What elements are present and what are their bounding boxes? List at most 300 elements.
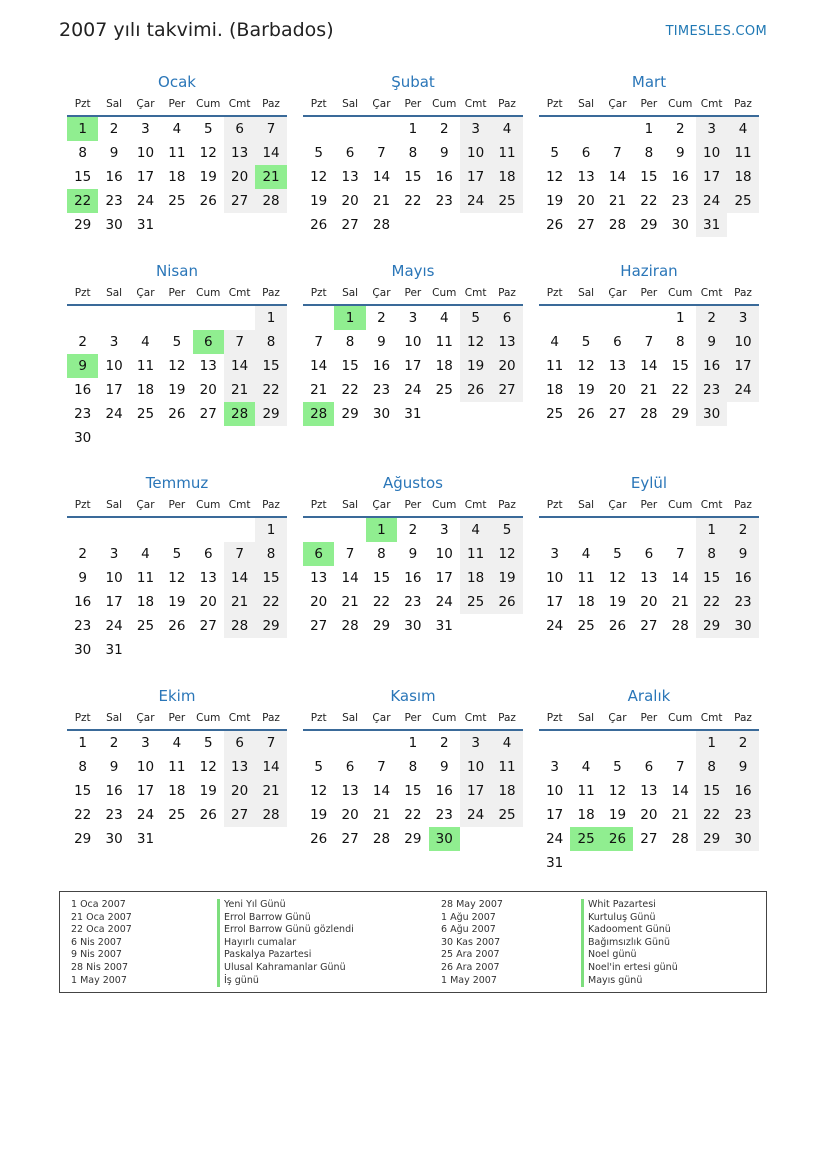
day-cell[interactable]: 28 [341,618,359,634]
day-cell[interactable]: 23 [74,406,92,422]
day-cell[interactable]: 30 [727,614,758,638]
day-cell[interactable]: 22 [74,807,92,823]
site-link[interactable]: TIMESLES.COM [665,24,767,39]
day-cell[interactable]: 14 [224,354,255,378]
holiday-day-cell[interactable]: 1 [366,518,397,542]
day-cell[interactable]: 8 [675,334,685,350]
day-cell[interactable]: 28 [372,831,391,847]
day-cell[interactable]: 29 [255,614,286,638]
day-cell[interactable]: 31 [435,618,453,634]
day-cell[interactable]: 27 [608,406,627,422]
day-cell[interactable]: 8 [696,542,727,566]
day-cell[interactable]: 18 [136,382,155,398]
day-cell[interactable]: 11 [577,570,595,586]
day-cell[interactable]: 17 [105,382,123,398]
day-cell[interactable]: 13 [640,783,658,799]
day-cell[interactable]: 10 [435,546,453,562]
day-cell[interactable]: 18 [577,594,595,610]
day-cell[interactable]: 8 [408,145,418,161]
holiday-day-cell[interactable]: 6 [193,330,224,354]
day-cell[interactable]: 19 [577,382,595,398]
day-cell[interactable]: 20 [224,165,255,189]
day-cell[interactable]: 15 [74,169,92,185]
day-cell[interactable]: 27 [341,831,359,847]
day-cell[interactable]: 11 [435,334,453,350]
day-cell[interactable]: 3 [141,735,150,751]
day-cell[interactable]: 22 [696,803,727,827]
day-cell[interactable]: 28 [255,803,286,827]
holiday-day-cell[interactable]: 22 [67,189,98,213]
day-cell[interactable]: 15 [696,566,727,590]
day-cell[interactable]: 10 [696,141,727,165]
day-cell[interactable]: 15 [696,779,727,803]
day-cell[interactable]: 23 [671,193,689,209]
day-cell[interactable]: 11 [168,145,186,161]
day-cell[interactable]: 28 [608,217,627,233]
day-cell[interactable]: 18 [577,807,595,823]
day-cell[interactable]: 6 [203,546,213,562]
day-cell[interactable]: 13 [341,783,359,799]
day-cell[interactable]: 2 [109,735,119,751]
day-cell[interactable]: 19 [608,594,627,610]
day-cell[interactable]: 13 [491,330,522,354]
day-cell[interactable]: 15 [671,358,689,374]
day-cell[interactable]: 16 [671,169,689,185]
day-cell[interactable]: 8 [255,542,286,566]
day-cell[interactable]: 19 [199,169,217,185]
day-cell[interactable]: 20 [608,382,627,398]
day-cell[interactable]: 19 [460,354,491,378]
day-cell[interactable]: 15 [255,566,286,590]
day-cell[interactable]: 11 [577,783,595,799]
day-cell[interactable]: 26 [199,193,217,209]
day-cell[interactable]: 3 [109,334,119,350]
holiday-day-cell[interactable]: 28 [303,402,334,426]
day-cell[interactable]: 20 [199,382,217,398]
day-cell[interactable]: 19 [168,594,186,610]
day-cell[interactable]: 5 [613,759,622,775]
day-cell[interactable]: 22 [255,378,286,402]
day-cell[interactable]: 29 [671,406,689,422]
day-cell[interactable]: 28 [255,189,286,213]
day-cell[interactable]: 27 [491,378,522,402]
day-cell[interactable]: 13 [224,755,255,779]
day-cell[interactable]: 30 [727,827,758,851]
day-cell[interactable]: 6 [224,731,255,755]
day-cell[interactable]: 6 [581,145,591,161]
day-cell[interactable]: 13 [199,358,217,374]
day-cell[interactable]: 12 [491,542,522,566]
day-cell[interactable]: 26 [310,217,328,233]
day-cell[interactable]: 18 [460,566,491,590]
day-cell[interactable]: 28 [372,217,391,233]
day-cell[interactable]: 8 [696,755,727,779]
day-cell[interactable]: 4 [581,759,591,775]
day-cell[interactable]: 26 [168,618,186,634]
day-cell[interactable]: 25 [491,803,522,827]
day-cell[interactable]: 26 [546,217,564,233]
day-cell[interactable]: 30 [372,406,391,422]
day-cell[interactable]: 1 [644,121,654,137]
day-cell[interactable]: 21 [608,193,627,209]
day-cell[interactable]: 13 [640,570,658,586]
day-cell[interactable]: 6 [644,759,654,775]
day-cell[interactable]: 27 [199,618,217,634]
day-cell[interactable]: 30 [74,642,92,658]
day-cell[interactable]: 7 [613,145,622,161]
day-cell[interactable]: 2 [377,310,386,326]
day-cell[interactable]: 9 [439,145,449,161]
day-cell[interactable]: 28 [224,614,255,638]
day-cell[interactable]: 4 [491,731,522,755]
day-cell[interactable]: 22 [341,382,359,398]
day-cell[interactable]: 16 [404,570,422,586]
day-cell[interactable]: 7 [675,546,685,562]
day-cell[interactable]: 25 [546,406,564,422]
day-cell[interactable]: 1 [408,121,418,137]
day-cell[interactable]: 5 [491,518,522,542]
day-cell[interactable]: 17 [546,807,564,823]
day-cell[interactable]: 28 [671,831,689,847]
day-cell[interactable]: 27 [640,618,658,634]
day-cell[interactable]: 15 [404,169,422,185]
day-cell[interactable]: 4 [172,121,182,137]
day-cell[interactable]: 10 [546,783,564,799]
day-cell[interactable]: 5 [550,145,559,161]
day-cell[interactable]: 20 [224,779,255,803]
day-cell[interactable]: 30 [671,217,689,233]
day-cell[interactable]: 30 [105,831,123,847]
day-cell[interactable]: 21 [255,779,286,803]
day-cell[interactable]: 25 [168,193,186,209]
day-cell[interactable]: 2 [675,121,685,137]
day-cell[interactable]: 9 [109,145,119,161]
day-cell[interactable]: 21 [224,590,255,614]
day-cell[interactable]: 24 [696,189,727,213]
day-cell[interactable]: 5 [314,759,323,775]
day-cell[interactable]: 4 [727,117,758,141]
day-cell[interactable]: 17 [460,779,491,803]
day-cell[interactable]: 24 [136,807,155,823]
day-cell[interactable]: 1 [255,306,286,330]
day-cell[interactable]: 5 [203,735,213,751]
day-cell[interactable]: 16 [696,354,727,378]
day-cell[interactable]: 26 [608,618,627,634]
day-cell[interactable]: 28 [671,618,689,634]
day-cell[interactable]: 27 [310,618,328,634]
day-cell[interactable]: 20 [577,193,595,209]
day-cell[interactable]: 1 [78,735,87,751]
day-cell[interactable]: 19 [491,566,522,590]
day-cell[interactable]: 7 [224,330,255,354]
day-cell[interactable]: 7 [644,334,654,350]
day-cell[interactable]: 27 [577,217,595,233]
day-cell[interactable]: 23 [74,618,92,634]
day-cell[interactable]: 14 [372,783,391,799]
day-cell[interactable]: 4 [141,546,150,562]
day-cell[interactable]: 25 [136,618,155,634]
day-cell[interactable]: 4 [550,334,559,350]
day-cell[interactable]: 31 [105,642,123,658]
day-cell[interactable]: 15 [255,354,286,378]
day-cell[interactable]: 1 [696,518,727,542]
day-cell[interactable]: 8 [78,759,87,775]
day-cell[interactable]: 24 [460,803,491,827]
day-cell[interactable]: 17 [105,594,123,610]
holiday-day-cell[interactable]: 26 [602,827,633,851]
day-cell[interactable]: 25 [727,189,758,213]
day-cell[interactable]: 25 [136,406,155,422]
day-cell[interactable]: 26 [168,406,186,422]
day-cell[interactable]: 24 [546,831,564,847]
day-cell[interactable]: 25 [460,590,491,614]
day-cell[interactable]: 23 [404,594,422,610]
day-cell[interactable]: 16 [372,358,391,374]
day-cell[interactable]: 2 [696,306,727,330]
holiday-day-cell[interactable]: 1 [334,306,365,330]
day-cell[interactable]: 6 [491,306,522,330]
day-cell[interactable]: 8 [644,145,654,161]
day-cell[interactable]: 11 [727,141,758,165]
day-cell[interactable]: 23 [105,807,123,823]
day-cell[interactable]: 29 [74,831,92,847]
day-cell[interactable]: 2 [727,731,758,755]
day-cell[interactable]: 26 [577,406,595,422]
day-cell[interactable]: 31 [136,831,155,847]
day-cell[interactable]: 31 [136,217,155,233]
day-cell[interactable]: 12 [546,169,564,185]
day-cell[interactable]: 5 [460,306,491,330]
day-cell[interactable]: 14 [671,570,689,586]
day-cell[interactable]: 22 [372,594,391,610]
day-cell[interactable]: 21 [341,594,359,610]
day-cell[interactable]: 3 [696,117,727,141]
day-cell[interactable]: 18 [727,165,758,189]
day-cell[interactable]: 14 [310,358,328,374]
day-cell[interactable]: 17 [460,165,491,189]
day-cell[interactable]: 27 [341,217,359,233]
day-cell[interactable]: 23 [435,193,453,209]
day-cell[interactable]: 13 [199,570,217,586]
day-cell[interactable]: 6 [345,145,355,161]
day-cell[interactable]: 10 [460,755,491,779]
day-cell[interactable]: 6 [613,334,622,350]
day-cell[interactable]: 24 [460,189,491,213]
day-cell[interactable]: 10 [105,358,123,374]
day-cell[interactable]: 26 [199,807,217,823]
day-cell[interactable]: 27 [224,803,255,827]
day-cell[interactable]: 20 [341,193,359,209]
day-cell[interactable]: 4 [141,334,150,350]
day-cell[interactable]: 3 [460,731,491,755]
day-cell[interactable]: 18 [491,165,522,189]
day-cell[interactable]: 9 [78,570,87,586]
day-cell[interactable]: 5 [203,121,213,137]
day-cell[interactable]: 11 [460,542,491,566]
holiday-day-cell[interactable]: 1 [67,117,98,141]
day-cell[interactable]: 17 [696,165,727,189]
day-cell[interactable]: 2 [109,121,119,137]
day-cell[interactable]: 25 [491,189,522,213]
day-cell[interactable]: 9 [439,759,449,775]
day-cell[interactable]: 3 [550,759,559,775]
day-cell[interactable]: 4 [491,117,522,141]
day-cell[interactable]: 14 [372,169,391,185]
day-cell[interactable]: 21 [671,594,689,610]
day-cell[interactable]: 6 [345,759,355,775]
day-cell[interactable]: 19 [608,807,627,823]
day-cell[interactable]: 24 [105,618,123,634]
day-cell[interactable]: 12 [168,570,186,586]
day-cell[interactable]: 12 [608,783,627,799]
day-cell[interactable]: 1 [696,731,727,755]
day-cell[interactable]: 11 [546,358,564,374]
day-cell[interactable]: 20 [199,594,217,610]
day-cell[interactable]: 9 [696,330,727,354]
day-cell[interactable]: 11 [168,759,186,775]
day-cell[interactable]: 5 [581,334,591,350]
day-cell[interactable]: 22 [696,590,727,614]
day-cell[interactable]: 9 [377,334,386,350]
day-cell[interactable]: 8 [377,546,386,562]
day-cell[interactable]: 16 [105,783,123,799]
day-cell[interactable]: 21 [310,382,328,398]
day-cell[interactable]: 30 [74,430,92,446]
day-cell[interactable]: 28 [640,406,658,422]
day-cell[interactable]: 12 [577,358,595,374]
day-cell[interactable]: 16 [74,382,92,398]
day-cell[interactable]: 6 [224,117,255,141]
day-cell[interactable]: 24 [404,382,422,398]
day-cell[interactable]: 25 [168,807,186,823]
day-cell[interactable]: 27 [640,831,658,847]
day-cell[interactable]: 30 [105,217,123,233]
day-cell[interactable]: 20 [310,594,328,610]
day-cell[interactable]: 29 [74,217,92,233]
day-cell[interactable]: 13 [341,169,359,185]
day-cell[interactable]: 16 [435,783,453,799]
day-cell[interactable]: 12 [199,759,217,775]
day-cell[interactable]: 12 [310,169,328,185]
day-cell[interactable]: 3 [460,117,491,141]
day-cell[interactable]: 23 [727,590,758,614]
day-cell[interactable]: 6 [644,546,654,562]
day-cell[interactable]: 2 [408,522,418,538]
day-cell[interactable]: 3 [141,121,150,137]
day-cell[interactable]: 7 [377,145,386,161]
day-cell[interactable]: 31 [404,406,422,422]
day-cell[interactable]: 21 [372,807,391,823]
day-cell[interactable]: 18 [546,382,564,398]
day-cell[interactable]: 7 [675,759,685,775]
day-cell[interactable]: 16 [435,169,453,185]
day-cell[interactable]: 25 [435,382,453,398]
day-cell[interactable]: 20 [640,594,658,610]
day-cell[interactable]: 20 [640,807,658,823]
day-cell[interactable]: 15 [74,783,92,799]
day-cell[interactable]: 18 [136,594,155,610]
holiday-day-cell[interactable]: 30 [429,827,460,851]
day-cell[interactable]: 18 [435,358,453,374]
day-cell[interactable]: 9 [727,755,758,779]
day-cell[interactable]: 5 [613,546,622,562]
day-cell[interactable]: 17 [546,594,564,610]
day-cell[interactable]: 3 [439,522,449,538]
day-cell[interactable]: 24 [435,594,453,610]
day-cell[interactable]: 24 [546,618,564,634]
day-cell[interactable]: 19 [310,193,328,209]
day-cell[interactable]: 14 [341,570,359,586]
day-cell[interactable]: 14 [640,358,658,374]
day-cell[interactable]: 22 [255,590,286,614]
day-cell[interactable]: 1 [255,518,286,542]
day-cell[interactable]: 29 [404,831,422,847]
day-cell[interactable]: 19 [310,807,328,823]
day-cell[interactable]: 4 [172,735,182,751]
day-cell[interactable]: 10 [105,570,123,586]
day-cell[interactable]: 16 [74,594,92,610]
day-cell[interactable]: 15 [640,169,658,185]
day-cell[interactable]: 2 [439,735,449,751]
day-cell[interactable]: 17 [727,354,758,378]
day-cell[interactable]: 29 [255,402,286,426]
day-cell[interactable]: 27 [224,189,255,213]
day-cell[interactable]: 16 [105,169,123,185]
day-cell[interactable]: 12 [310,783,328,799]
day-cell[interactable]: 18 [168,169,186,185]
day-cell[interactable]: 8 [78,145,87,161]
day-cell[interactable]: 21 [372,193,391,209]
day-cell[interactable]: 21 [671,807,689,823]
day-cell[interactable]: 15 [341,358,359,374]
day-cell[interactable]: 11 [491,141,522,165]
day-cell[interactable]: 12 [199,145,217,161]
holiday-day-cell[interactable]: 9 [67,354,98,378]
day-cell[interactable]: 9 [675,145,685,161]
day-cell[interactable]: 14 [255,141,286,165]
day-cell[interactable]: 1 [408,735,418,751]
day-cell[interactable]: 11 [136,570,155,586]
day-cell[interactable]: 2 [727,518,758,542]
day-cell[interactable]: 9 [408,546,418,562]
day-cell[interactable]: 7 [314,334,323,350]
day-cell[interactable]: 18 [168,783,186,799]
day-cell[interactable]: 23 [372,382,391,398]
day-cell[interactable]: 29 [372,618,391,634]
day-cell[interactable]: 19 [199,783,217,799]
day-cell[interactable]: 8 [408,759,418,775]
holiday-day-cell[interactable]: 25 [570,827,601,851]
day-cell[interactable]: 10 [460,141,491,165]
holiday-day-cell[interactable]: 6 [303,542,334,566]
day-cell[interactable]: 10 [136,145,155,161]
day-cell[interactable]: 19 [168,382,186,398]
day-cell[interactable]: 23 [696,378,727,402]
day-cell[interactable]: 3 [408,310,418,326]
day-cell[interactable]: 12 [460,330,491,354]
day-cell[interactable]: 20 [341,807,359,823]
day-cell[interactable]: 2 [439,121,449,137]
day-cell[interactable]: 5 [314,145,323,161]
day-cell[interactable]: 20 [491,354,522,378]
day-cell[interactable]: 26 [491,590,522,614]
day-cell[interactable]: 24 [727,378,758,402]
day-cell[interactable]: 29 [341,406,359,422]
day-cell[interactable]: 7 [224,542,255,566]
day-cell[interactable]: 15 [404,783,422,799]
day-cell[interactable]: 8 [255,330,286,354]
day-cell[interactable]: 31 [546,855,564,871]
